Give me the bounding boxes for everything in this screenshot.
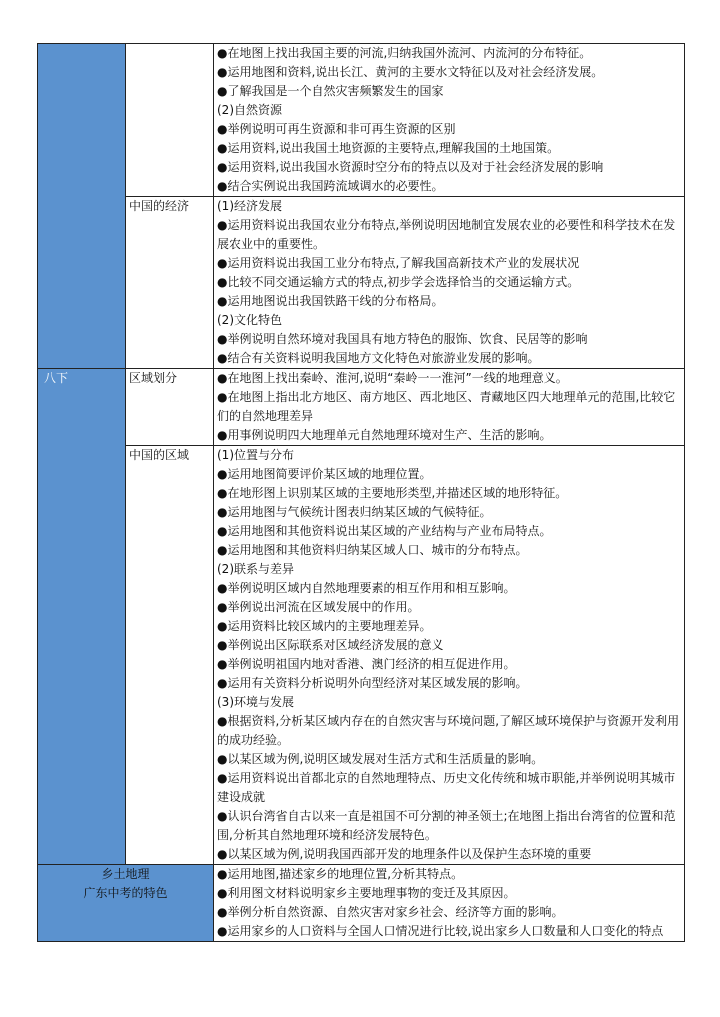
content-cell [214,446,685,865]
content-line: ●举例说明祖国内地对香港、澳门经济的相互促进作用。 [217,657,516,671]
topic-cell: 中国的区域 [126,446,214,865]
content-line: ●认识台湾省自古以来一直是祖国不可分割的神圣领土;在地图上指出台湾省的位置和范围,分析其自然地理环境和经济发展特色。 [217,809,676,842]
content-line: ●运用地图和其他资料归纳某区域人口、城市的分布特点。 [217,543,528,557]
content-line: ●举例说出区际联系对区域经济发展的意义 [217,638,444,652]
content-line: ●在地形图上识别某区域的主要地形类型,并描述区域的地形特征。 [217,486,568,500]
content-line: ●在地图上找出秦岭、淮河,说明“秦岭一一淮河”一线的地理意义。 [217,371,568,385]
section-title: 乡土地理 [101,867,150,881]
content-line: ●利用图文材料说明家乡主要地理事物的变迁及其原因。 [217,886,516,900]
content-line: ●用事例说明四大地理单元自然地理环境对生产、生活的影响。 [217,428,552,442]
content-line: (2)联系与差异 [217,562,294,576]
content-line: ●运用地图,描述家乡的地理位置,分析其特点。 [217,867,464,881]
content-line: ●结合有关资料说明我国地方文化特色对旅游业发展的影响。 [217,351,540,365]
topic-cell: 中国的经济 [126,197,214,369]
table-row [38,369,685,446]
content-line: ●举例说明可再生资源和非可再生资源的区别 [217,122,456,136]
content-line: ●以某区域为例,说明区域发展对生活方式和生活质量的影响。 [217,752,544,766]
content-line: ●运用资料说出我国工业分布特点,了解我国高新技术产业的发展状况 [217,256,580,270]
content-line: ●根据资料,分析某区域内存在的自然灾害与环境问题,了解区域环境保护与资源开发利用的成功经验。 [217,714,680,747]
content-line: ●运用资料说出首都北京的自然地理特点、历史文化传统和城市职能,并举例说明其城市建设成就 [217,771,676,804]
content-line: (1)位置与分布 [217,448,294,462]
content-line: (2)文化特色 [217,313,282,327]
content-line: ●运用资料,说出我国土地资源的主要特点,理解我国的土地国策。 [217,141,560,155]
content-line: ●运用资料比较区域内的主要地理差异。 [217,619,432,633]
content-line: ●运用资料,说出我国水资源时空分布的特点以及对于社会经济发展的影响 [217,160,604,174]
local-geography-cell [38,865,214,942]
content-line: ●运用家乡的人口资料与全国人口情况进行比较,说出家乡人口数量和人口变化的特点 [217,924,664,938]
topic-cell: 区域划分 [126,369,214,446]
grade-cell: 八下 [38,369,126,865]
content-line: ●在地图上指出北方地区、南方地区、西北地区、青藏地区四大地理单元的范围,比较它们的自然地理差异 [217,390,676,423]
content-line: ●运用地图和其他资料说出某区域的产业结构与产业布局特点。 [217,524,552,538]
content-line: ●结合实例说出我国跨流域调水的必要性。 [217,179,444,193]
content-line: ●运用地图与气候统计图表归纳某区域的气候特征。 [217,505,492,519]
content-line: ●运用地图说出我国铁路干线的分布格局。 [217,294,444,308]
section-subtitle: 广东中考的特色 [83,886,168,900]
content-line: (2)自然资源 [217,103,282,117]
content-line: ●运用地图和资料,说出长江、黄河的主要水文特征以及对社会经济发展。 [217,65,604,79]
content-line: ●举例说出河流在区域发展中的作用。 [217,600,420,614]
curriculum-table [37,43,685,942]
content-line: ●在地图上找出我国主要的河流,归纳我国外流河、内流河的分布特征。 [217,46,592,60]
table-row [38,197,685,369]
content-line: ●以某区域为例,说明我国西部开发的地理条件以及保护生态环境的重要 [217,847,592,861]
content-line: ●举例分析自然资源、自然灾害对家乡社会、经济等方面的影响。 [217,905,564,919]
table-row [38,44,685,197]
content-cell [214,44,685,197]
content-cell [214,865,685,942]
content-cell [214,197,685,369]
content-line: (3)环境与发展 [217,695,294,709]
content-line: ●运用资料说出我国农业分布特点,举例说明因地制宜发展农业的必要性和科学技术在发展农业中的重要性。 [217,218,676,251]
table-row [38,446,685,865]
content-line: ●举例说明区域内自然地理要素的相互作用和相互影响。 [217,581,516,595]
content-line: (1)经济发展 [217,199,282,213]
table-row [38,865,685,942]
topic-cell-continued [126,44,214,197]
content-line: ●比较不同交通运输方式的特点,初步学会选择恰当的交通运输方式。 [217,275,580,289]
content-line: ●举例说明自然环境对我国具有地方特色的服饰、饮食、民居等的影响 [217,332,588,346]
content-line: ●了解我国是一个自然灾害频繁发生的国家 [217,84,444,98]
grade-cell-continued [38,44,126,369]
content-cell [214,369,685,446]
content-line: ●运用有关资料分析说明外向型经济对某区域发展的影响。 [217,676,528,690]
content-line: ●运用地图简要评价某区域的地理位置。 [217,467,432,481]
